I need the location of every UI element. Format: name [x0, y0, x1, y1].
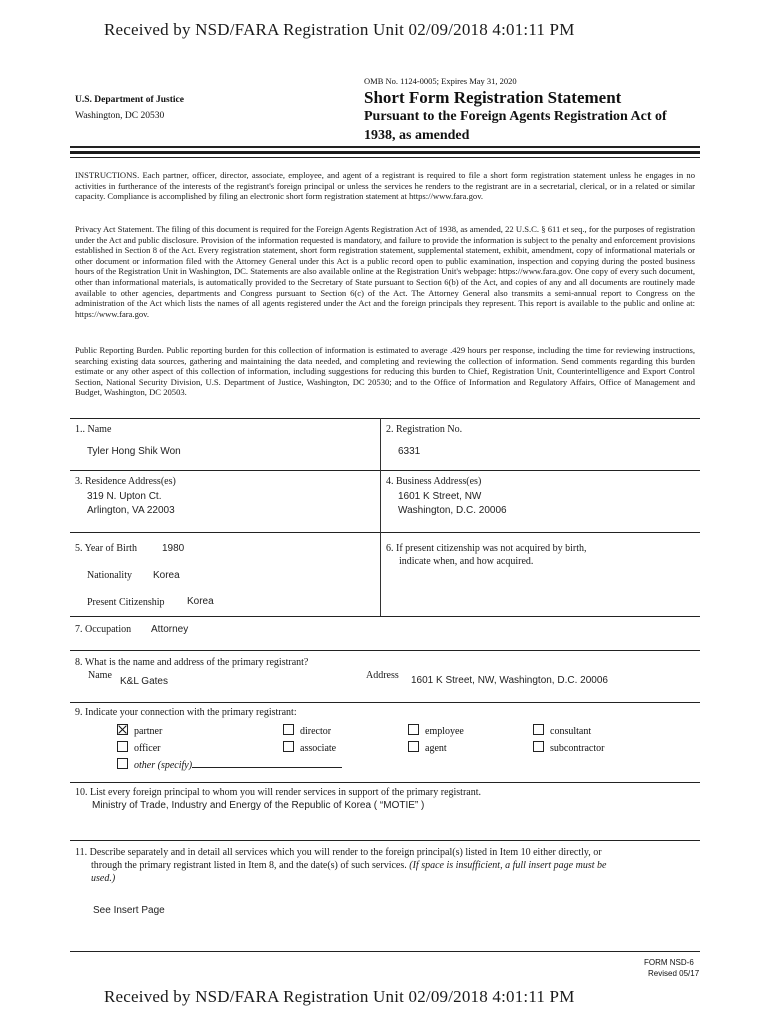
- registration-number-value: 6331: [398, 446, 421, 457]
- agent-checkbox[interactable]: [408, 741, 419, 752]
- citizenship-label: Present Citizenship: [87, 597, 165, 608]
- services-question-line2: through the primary registrant listed in Item 8, and the date(s) of such services. (If space is insufficient, a full insert page must be: [91, 860, 607, 871]
- year-of-birth-label: 5. Year of Birth: [75, 543, 137, 554]
- consultant-checkbox[interactable]: [533, 724, 544, 735]
- row-rule-9: [70, 951, 700, 952]
- header-rule-thick: [70, 151, 700, 154]
- option-employee[interactable]: employee: [408, 724, 464, 737]
- option-partner[interactable]: partner: [117, 724, 162, 737]
- residence-address-line2: Arlington, VA 22003: [87, 505, 175, 516]
- foreign-principal-question: 10. List every foreign principal to whom you will render services in support of the primary registrant.: [75, 787, 482, 798]
- row-rule-5: [70, 650, 700, 651]
- option-consultant[interactable]: consultant: [533, 724, 591, 737]
- row-rule-8: [70, 840, 700, 841]
- form-title: Short Form Registration Statement: [364, 88, 622, 107]
- primary-registrant-question: 8. What is the name and address of the primary registrant?: [75, 657, 309, 668]
- business-address-line1: 1601 K Street, NW: [398, 491, 482, 502]
- received-stamp-top: Received by NSD/FARA Registration Unit 02/09/2018 4:01:11 PM: [104, 20, 575, 39]
- registrant-name-label: Name: [88, 670, 112, 681]
- foreign-principal-value: Ministry of Trade, Industry and Energy of the Republic of Korea ( “MOTIE” ): [92, 800, 425, 811]
- residence-address-line1: 319 N. Upton Ct.: [87, 491, 162, 502]
- residence-address-label: 3. Residence Address(es): [75, 476, 176, 487]
- row-rule-3: [70, 532, 700, 533]
- option-agent[interactable]: agent: [408, 741, 447, 754]
- option-director[interactable]: director: [283, 724, 331, 737]
- registrant-name-value: K&L Gates: [120, 676, 168, 687]
- instructions-paragraph: INSTRUCTIONS. Each partner, officer, director, associate, employee, and agent of a registrant is required to file a short form registration statement unless he engages in no activities in furtherance of the interests of the registrant's foreign principal or unless the services he renders to the registrant are in a secretarial, clerical, or in a related or similar capacity. Compliance is accomplished by filing an electronic short form registration statement at https://www.fara.gov.: [75, 170, 695, 202]
- citizenship-acquired-question-line2: indicate when, and how acquired.: [399, 556, 534, 567]
- other-specify-line[interactable]: [192, 758, 342, 768]
- other-checkbox[interactable]: [117, 758, 128, 769]
- department-city: Washington, DC 20530: [75, 111, 165, 121]
- column-divider: [380, 418, 381, 616]
- citizenship-value: Korea: [187, 596, 214, 607]
- row-rule-1: [70, 418, 700, 419]
- citizenship-acquired-question-line1: 6. If present citizenship was not acquired by birth,: [386, 543, 587, 554]
- department-name: U.S. Department of Justice: [75, 95, 184, 105]
- connection-question: 9. Indicate your connection with the primary registrant:: [75, 707, 297, 718]
- services-question-line1: 11. Describe separately and in detail all services which you will render to the foreign principal(s) listed in Item 10 either directly, or: [75, 847, 602, 858]
- form-subtitle-line2: 1938, as amended: [364, 128, 470, 143]
- subcontractor-checkbox[interactable]: [533, 741, 544, 752]
- year-of-birth-value: 1980: [162, 543, 185, 554]
- row-rule-7: [70, 782, 700, 783]
- option-subcontractor[interactable]: subcontractor: [533, 741, 604, 754]
- option-other[interactable]: other (specify): [117, 758, 342, 771]
- row-rule-6: [70, 702, 700, 703]
- officer-checkbox[interactable]: [117, 741, 128, 752]
- nationality-label: Nationality: [87, 570, 132, 581]
- header-rule-bottom: [70, 157, 700, 158]
- partner-checkbox[interactable]: [117, 724, 128, 735]
- registrant-address-value: 1601 K Street, NW, Washington, D.C. 20006: [411, 675, 608, 686]
- option-officer[interactable]: officer: [117, 741, 160, 754]
- services-value: See Insert Page: [93, 905, 165, 916]
- name-label: 1.. Name: [75, 424, 112, 435]
- option-associate[interactable]: associate: [283, 741, 336, 754]
- business-address-line2: Washington, D.C. 20006: [398, 505, 507, 516]
- services-question-line3: used.): [91, 873, 116, 884]
- row-rule-2: [70, 470, 700, 471]
- form-number: FORM NSD-6: [644, 958, 694, 967]
- form-subtitle-line1: Pursuant to the Foreign Agents Registration Act of: [364, 109, 667, 124]
- row-rule-4: [70, 616, 700, 617]
- omb-number: OMB No. 1124-0005; Expires May 31, 2020: [364, 76, 517, 86]
- registrant-address-label: Address: [366, 670, 399, 681]
- associate-checkbox[interactable]: [283, 741, 294, 752]
- header-rule-top: [70, 146, 700, 148]
- occupation-label: 7. Occupation: [75, 624, 132, 635]
- occupation-value: Attorney: [151, 624, 189, 635]
- registration-number-label: 2. Registration No.: [386, 424, 463, 435]
- privacy-act-paragraph: Privacy Act Statement. The filing of this document is required for the Foreign Agents Registration Act of 1938, as amended, 22 U.S.C. § 611 et seq., for the purposes of registration under the Act and public disclosure. Provision of the information requested is mandatory, and failure to provide the information is subject to the penalty and enforcement provisions established in Section 8 of the Act. Every registration statement, short form registration statement, supplemental statement, exhibit, amendment, copy of informational materials or other document or information filed with the Attorney General under this Act is a public record open to public examination, inspection and copying during the posted business hours of the Registration Unit in Washington, DC. Statements are also available online at the Registration Unit's webpage: https://www.fara.gov. One copy of every such document, other than informational materials, is automatically provided to the Secretary of State pursuant to Section 6(b) of the Act, and copies of any and all documents are routinely made available to other agencies, departments and Congress pursuant to Section 6(c) of the Act. The Attorney General also transmits a semi-annual report to Congress on the administration of the Act which lists the names of all agents registered under the Act and the foreign principals they represent. This report is available to the public and online at: https://www.fara.gov.: [75, 224, 695, 319]
- received-stamp-bottom: Received by NSD/FARA Registration Unit 02/09/2018 4:01:11 PM: [104, 987, 575, 1006]
- employee-checkbox[interactable]: [408, 724, 419, 735]
- form-revised: Revised 05/17: [648, 969, 700, 978]
- nationality-value: Korea: [153, 570, 180, 581]
- name-value: Tyler Hong Shik Won: [87, 446, 181, 457]
- business-address-label: 4. Business Address(es): [386, 476, 482, 487]
- director-checkbox[interactable]: [283, 724, 294, 735]
- reporting-burden-paragraph: Public Reporting Burden. Public reporting burden for this collection of information is estimated to average .429 hours per response, including the time for reviewing instructions, searching existing data sources, gathering and maintaining the data needed, and completing and reviewing the collection of information. Send comments regarding this burden estimate or any other aspect of this collection of information, including suggestions for reducing this burden to Chief, Registration Unit, Counterintelligence and Export Control Section, National Security Division, U.S. Department of Justice, Washington, DC 20530; and to the Office of Information and Regulatory Affairs, Office of Management and Budget, Washington, DC 20503.: [75, 345, 695, 398]
